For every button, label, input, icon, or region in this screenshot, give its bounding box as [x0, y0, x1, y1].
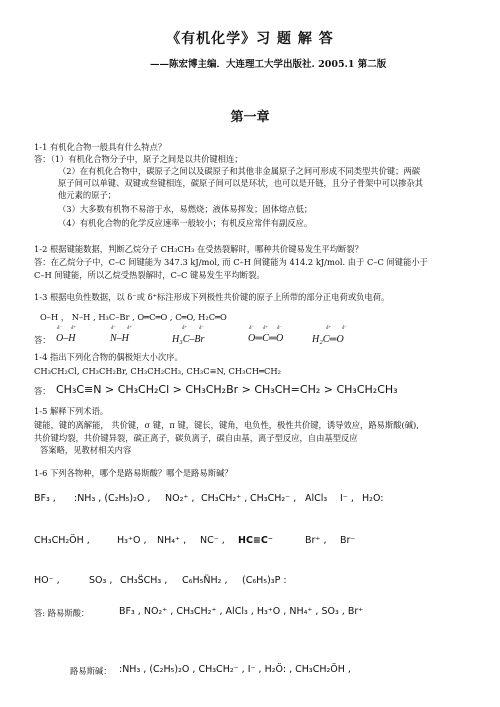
answer-1-1-line: （3）大多数有机物不易溶于水，易燃烧；液体易挥发；固体熔点低；: [58, 204, 313, 214]
species: C₆H₅N̈H₂ ,: [182, 575, 228, 586]
polar-bond: δ⁻ δ⁺ δ⁻ O═C═O: [248, 326, 284, 344]
question-1-6: 1-6 下列各物种，哪个是路易斯酸？哪个是路易斯碱？: [34, 468, 233, 478]
species: AlCl₃: [305, 493, 328, 504]
species: HO⁻ ,: [34, 575, 60, 586]
answer-1-1-line: 答：（1）有机化合物分子中，原子之间是以共价键相连；: [34, 154, 243, 164]
document-title: 《有机化学》习 题 解 答: [166, 31, 334, 47]
species: SO₃ ,: [89, 575, 113, 586]
lewis-base-label: 路易斯碱：: [70, 666, 112, 676]
term-list: 键能，键的离解能， 共价键，σ 键，π 键，键长，键角，电负性，极性共价键，诱导效应，路易斯酸(碱),: [34, 420, 419, 430]
species: H₂O:: [362, 493, 384, 504]
species: HC≡C⁻: [238, 535, 273, 546]
lewis-acid-list: BF₃ , NO₂⁺ , CH₃CH₂⁺ , AlCl₃ , H₃⁺O , NH₄⁺ , SO₃ , Br⁺: [119, 606, 364, 617]
compound-list: CH₃CH₂Cl, CH₃CH₂Br, CH₃CH₂CH₃, CH₃C≡N, CH₃CH═CH₂: [34, 366, 281, 376]
answer-1-5: 答案略，见教材相关内容: [40, 445, 132, 455]
polar-bond: δ⁺ δ⁻ H₂C═O: [312, 326, 347, 345]
polar-bond: δ⁻ δ⁺ N–H: [110, 326, 132, 344]
species: I⁻ ,: [340, 493, 354, 504]
polar-bond: δ⁺ δ⁻ H₃C–Br: [172, 326, 205, 345]
term-list: 共价键均裂，共价键异裂，碳正离子，碳负离子，碳自由基，离子型反应，自由基型反应: [34, 433, 358, 443]
species: BF₃ ,: [34, 493, 56, 504]
bond-list: O–H ， N–H , H₃C–Br , O═C═O , C═O, H₂C═O: [40, 312, 227, 322]
species: H₃⁺O ,: [117, 535, 147, 546]
question-1-2: 1-2 根据键能数据，判断乙烷分子 CH₃CH₃ 在受热裂解时，哪种共价键易发生平均断裂？: [34, 244, 363, 254]
species: Br⁻: [340, 535, 356, 546]
question-1-1: 1-1 有机化合物一般具有什么特点？: [34, 142, 167, 152]
species: CH₃S̈CH₃ ,: [120, 575, 168, 586]
chapter-heading: 第一章: [230, 110, 270, 125]
species: :NH₃ , (C₂H₅)₂O ,: [74, 493, 151, 504]
answer-1-2-line: C–H 间键能，所以乙烷受热裂解时，C–C 键易发生平均断裂。: [34, 270, 265, 280]
lewis-base-list: :NH₃ , (C₂H₅)₂O , CH₃CH₂⁻ , I⁻ , H₂Ö: , CH₃CH₂ÖH ,: [119, 664, 351, 675]
dipole-order: CH₃C≡N > CH₃CH₂Cl > CH₃CH₂Br > CH₃CH=CH₂ > CH₃CH₂CH₃: [56, 383, 398, 396]
species: CH₃CH₂⁻ ,: [250, 493, 297, 504]
answer-1-1-line: （4）有机化合物的化学反应速率一般较小；有机反应常伴有副反应。: [58, 218, 313, 228]
species: NH₄⁺ ,: [157, 535, 187, 546]
answer-1-2-line: 答：在乙烷分子中，C–C 间键能为 347.3 kJ/mol, 而 C–H 间键能为 414.2 kJ/mol. 由于 C–C 间键能小于: [34, 257, 428, 267]
question-1-4: 1-4 指出下列化合物的偶极矩大小次序。: [34, 352, 183, 362]
answer-1-1-line: （2）在有机化合物中，碳原子之间以及碳原子和其他非金属原子之间可形成不同类型共价键；两碳: [58, 166, 421, 176]
question-1-3: 1-3 根据电负性数据，以 δ⁻或 δ⁺标注形成下列极性共价键的原子上所带的部分正电荷或负电荷。: [34, 292, 390, 302]
polar-bond: δ⁻ δ⁺ O–H: [56, 326, 76, 344]
lewis-acid-label: 答: 路易斯酸：: [34, 608, 90, 618]
answer-1-1-line: 他元素的原子；: [58, 190, 117, 200]
species: Br⁺ ,: [305, 535, 327, 546]
species: CH₃CH₂⁺ ,: [201, 493, 248, 504]
answer-1-4-label: 答：: [34, 386, 51, 396]
answer-1-3-label: 答：: [34, 335, 51, 345]
document-subtitle: ——陈宏博主编．大连理工大学出版社. 2005.1 第二版: [150, 59, 387, 70]
species: NO₂⁺ ,: [165, 493, 195, 504]
question-1-5: 1-5 解释下列术语。: [34, 406, 109, 416]
species: CH₃CH₂ÖH ,: [34, 535, 90, 546]
answer-1-1-line: 原子间可以单键、双键或叁键相连，碳原子间可以是环状，也可以是开链，且分子骨架中可以掺杂其: [58, 178, 424, 188]
species: (C₆H₅)₃P :: [242, 575, 287, 586]
species: NC⁻ ,: [200, 535, 225, 546]
